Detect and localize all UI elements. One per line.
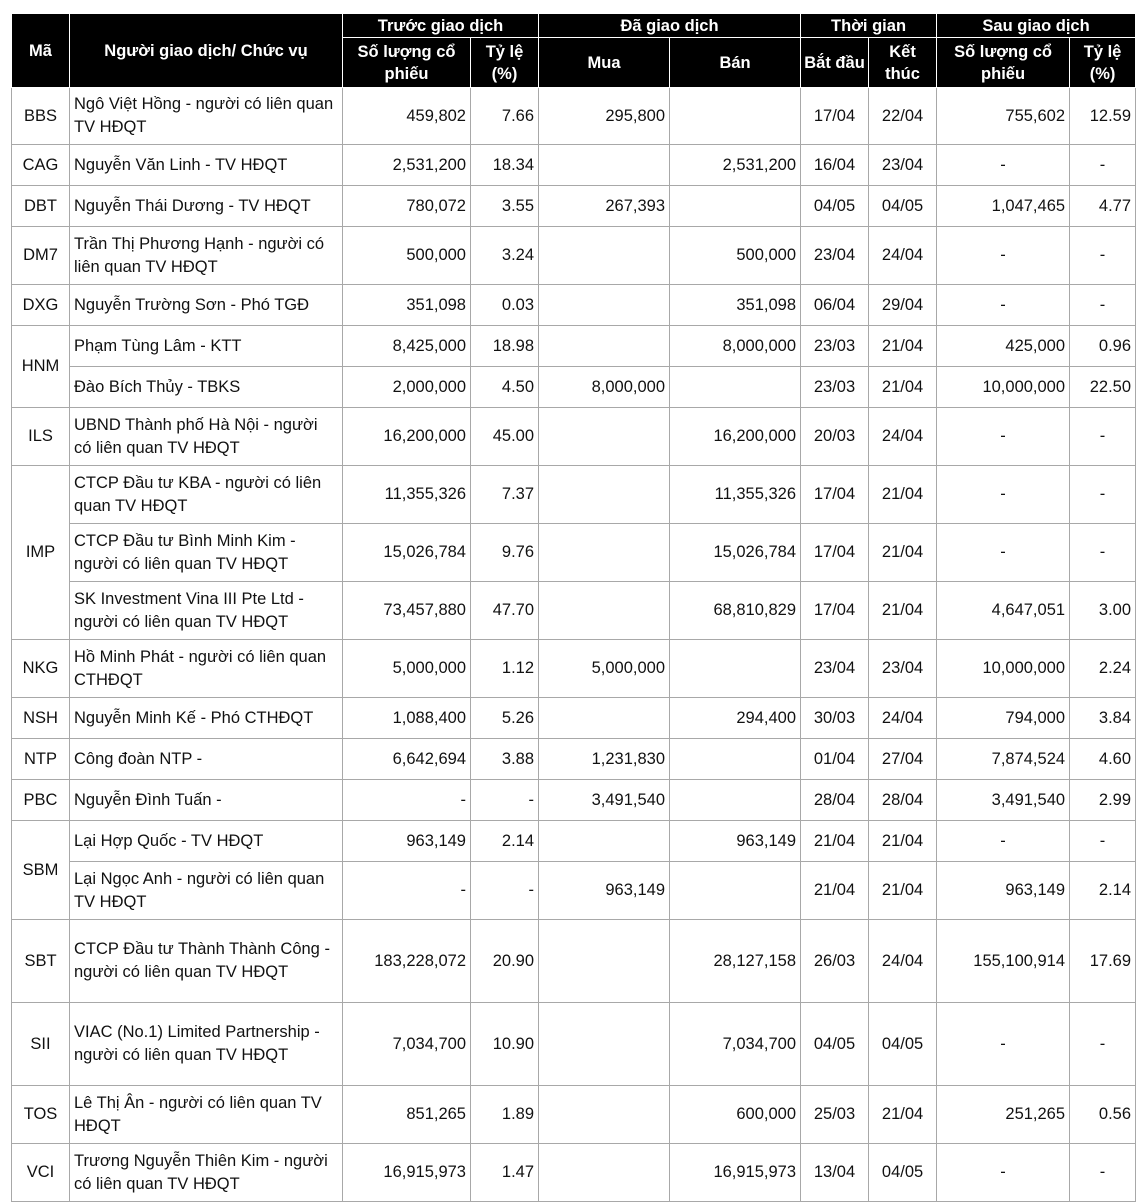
trader-name-cell: CTCP Đầu tư Thành Thành Công - người có liên quan TV HĐQT bbox=[70, 920, 343, 1003]
start-date-cell: 26/03 bbox=[801, 920, 869, 1003]
before-quantity-cell: 780,072 bbox=[343, 186, 471, 227]
table-row bbox=[12, 862, 1136, 920]
buy-quantity-cell bbox=[539, 326, 670, 367]
header-nguoi-giao-dich: Người giao dịch/ Chức vụ bbox=[70, 14, 343, 88]
buy-quantity-cell bbox=[539, 524, 670, 582]
end-date-cell: 21/04 bbox=[869, 1086, 937, 1144]
end-date-cell: 28/04 bbox=[869, 780, 937, 821]
trader-name-cell: SK Investment Vina III Pte Ltd - người có liên quan TV HĐQT bbox=[70, 582, 343, 640]
after-quantity-cell: - bbox=[937, 408, 1070, 466]
ticker-code-cell: DBT bbox=[12, 186, 70, 227]
after-quantity-cell: 4,647,051 bbox=[937, 582, 1070, 640]
sell-quantity-cell bbox=[670, 88, 801, 145]
end-date-cell: 24/04 bbox=[869, 920, 937, 1003]
table-row bbox=[12, 227, 1136, 285]
after-percent-cell: 12.59 bbox=[1070, 88, 1136, 145]
after-percent-cell: - bbox=[1070, 466, 1136, 524]
before-percent-cell: 9.76 bbox=[471, 524, 539, 582]
after-percent-cell: - bbox=[1070, 408, 1136, 466]
after-quantity-cell: - bbox=[937, 1144, 1070, 1202]
buy-quantity-cell bbox=[539, 582, 670, 640]
before-quantity-cell: 73,457,880 bbox=[343, 582, 471, 640]
ticker-code-cell: NKG bbox=[12, 640, 70, 698]
after-percent-cell: - bbox=[1070, 1144, 1136, 1202]
table-row bbox=[12, 145, 1136, 186]
after-quantity-cell: - bbox=[937, 821, 1070, 862]
table-row bbox=[12, 640, 1136, 698]
after-percent-cell: - bbox=[1070, 1003, 1136, 1086]
trader-name-cell: UBND Thành phố Hà Nội - người có liên quan TV HĐQT bbox=[70, 408, 343, 466]
ticker-code-cell: DM7 bbox=[12, 227, 70, 285]
buy-quantity-cell: 3,491,540 bbox=[539, 780, 670, 821]
table-row bbox=[12, 1086, 1136, 1144]
ticker-code-cell: TOS bbox=[12, 1086, 70, 1144]
before-percent-cell: - bbox=[471, 780, 539, 821]
sell-quantity-cell: 2,531,200 bbox=[670, 145, 801, 186]
sell-quantity-cell: 500,000 bbox=[670, 227, 801, 285]
after-quantity-cell: - bbox=[937, 285, 1070, 326]
start-date-cell: 21/04 bbox=[801, 862, 869, 920]
before-percent-cell: 2.14 bbox=[471, 821, 539, 862]
start-date-cell: 13/04 bbox=[801, 1144, 869, 1202]
trader-name-cell: Nguyễn Đình Tuấn - bbox=[70, 780, 343, 821]
trader-name-cell: Lại Hợp Quốc - TV HĐQT bbox=[70, 821, 343, 862]
trader-name-cell: Lại Ngọc Anh - người có liên quan TV HĐQT bbox=[70, 862, 343, 920]
table-row bbox=[12, 739, 1136, 780]
header-so-luong-sau: Số lượng cổ phiếu bbox=[937, 38, 1070, 88]
sell-quantity-cell: 68,810,829 bbox=[670, 582, 801, 640]
header-sau-giao-dich: Sau giao dịch bbox=[937, 14, 1136, 38]
before-quantity-cell: 16,200,000 bbox=[343, 408, 471, 466]
buy-quantity-cell bbox=[539, 408, 670, 466]
before-percent-cell: 1.89 bbox=[471, 1086, 539, 1144]
ticker-code-cell: SII bbox=[12, 1003, 70, 1086]
sell-quantity-cell: 8,000,000 bbox=[670, 326, 801, 367]
header-truoc-giao-dich: Trước giao dịch bbox=[343, 14, 539, 38]
start-date-cell: 30/03 bbox=[801, 698, 869, 739]
header-so-luong-truoc: Số lượng cổ phiếu bbox=[343, 38, 471, 88]
trader-name-cell: Hồ Minh Phát - người có liên quan CTHĐQT bbox=[70, 640, 343, 698]
ticker-code-cell: SBM bbox=[12, 821, 70, 920]
after-quantity-cell: 7,874,524 bbox=[937, 739, 1070, 780]
end-date-cell: 23/04 bbox=[869, 640, 937, 698]
after-percent-cell: 4.60 bbox=[1070, 739, 1136, 780]
before-percent-cell: - bbox=[471, 862, 539, 920]
after-quantity-cell: - bbox=[937, 1003, 1070, 1086]
trader-name-cell: CTCP Đầu tư Bình Minh Kim - người có liên quan TV HĐQT bbox=[70, 524, 343, 582]
before-percent-cell: 18.34 bbox=[471, 145, 539, 186]
sell-quantity-cell: 7,034,700 bbox=[670, 1003, 801, 1086]
start-date-cell: 23/04 bbox=[801, 640, 869, 698]
before-percent-cell: 1.12 bbox=[471, 640, 539, 698]
buy-quantity-cell bbox=[539, 698, 670, 739]
insider-trading-table-container bbox=[11, 13, 1136, 1202]
buy-quantity-cell: 1,231,830 bbox=[539, 739, 670, 780]
buy-quantity-cell bbox=[539, 145, 670, 186]
sell-quantity-cell bbox=[670, 367, 801, 408]
start-date-cell: 04/05 bbox=[801, 1003, 869, 1086]
after-percent-cell: - bbox=[1070, 524, 1136, 582]
end-date-cell: 24/04 bbox=[869, 227, 937, 285]
sell-quantity-cell: 28,127,158 bbox=[670, 920, 801, 1003]
trader-name-cell: Trương Nguyễn Thiên Kim - người có liên quan TV HĐQT bbox=[70, 1144, 343, 1202]
buy-quantity-cell: 295,800 bbox=[539, 88, 670, 145]
trader-name-cell: Đào Bích Thủy - TBKS bbox=[70, 367, 343, 408]
after-percent-cell: 0.96 bbox=[1070, 326, 1136, 367]
table-row bbox=[12, 582, 1136, 640]
end-date-cell: 21/04 bbox=[869, 821, 937, 862]
end-date-cell: 04/05 bbox=[869, 1003, 937, 1086]
after-percent-cell: - bbox=[1070, 821, 1136, 862]
before-quantity-cell: 963,149 bbox=[343, 821, 471, 862]
buy-quantity-cell bbox=[539, 1086, 670, 1144]
before-percent-cell: 20.90 bbox=[471, 920, 539, 1003]
buy-quantity-cell: 8,000,000 bbox=[539, 367, 670, 408]
trader-name-cell: Nguyễn Thái Dương - TV HĐQT bbox=[70, 186, 343, 227]
end-date-cell: 24/04 bbox=[869, 408, 937, 466]
buy-quantity-cell: 5,000,000 bbox=[539, 640, 670, 698]
start-date-cell: 17/04 bbox=[801, 88, 869, 145]
start-date-cell: 17/04 bbox=[801, 582, 869, 640]
buy-quantity-cell bbox=[539, 1144, 670, 1202]
after-percent-cell: - bbox=[1070, 227, 1136, 285]
table-row bbox=[12, 186, 1136, 227]
ticker-code-cell: VCI bbox=[12, 1144, 70, 1202]
start-date-cell: 21/04 bbox=[801, 821, 869, 862]
table-row bbox=[12, 367, 1136, 408]
start-date-cell: 17/04 bbox=[801, 466, 869, 524]
after-quantity-cell: 10,000,000 bbox=[937, 640, 1070, 698]
sell-quantity-cell bbox=[670, 862, 801, 920]
start-date-cell: 16/04 bbox=[801, 145, 869, 186]
buy-quantity-cell bbox=[539, 920, 670, 1003]
sell-quantity-cell: 15,026,784 bbox=[670, 524, 801, 582]
after-percent-cell: 17.69 bbox=[1070, 920, 1136, 1003]
before-quantity-cell: 351,098 bbox=[343, 285, 471, 326]
before-quantity-cell: 11,355,326 bbox=[343, 466, 471, 524]
table-row bbox=[12, 88, 1136, 145]
after-percent-cell: 4.77 bbox=[1070, 186, 1136, 227]
ticker-code-cell: BBS bbox=[12, 88, 70, 145]
buy-quantity-cell: 267,393 bbox=[539, 186, 670, 227]
before-percent-cell: 7.37 bbox=[471, 466, 539, 524]
table-row bbox=[12, 524, 1136, 582]
before-quantity-cell: 183,228,072 bbox=[343, 920, 471, 1003]
end-date-cell: 21/04 bbox=[869, 466, 937, 524]
table-row bbox=[12, 285, 1136, 326]
sell-quantity-cell: 16,915,973 bbox=[670, 1144, 801, 1202]
start-date-cell: 17/04 bbox=[801, 524, 869, 582]
header-ty-le-sau: Tỷ lệ (%) bbox=[1070, 38, 1136, 88]
after-quantity-cell: 251,265 bbox=[937, 1086, 1070, 1144]
before-quantity-cell: 459,802 bbox=[343, 88, 471, 145]
table-row bbox=[12, 326, 1136, 367]
sell-quantity-cell bbox=[670, 780, 801, 821]
after-quantity-cell: 3,491,540 bbox=[937, 780, 1070, 821]
before-quantity-cell: 8,425,000 bbox=[343, 326, 471, 367]
after-quantity-cell: 10,000,000 bbox=[937, 367, 1070, 408]
ticker-code-cell: SBT bbox=[12, 920, 70, 1003]
buy-quantity-cell bbox=[539, 1003, 670, 1086]
before-percent-cell: 47.70 bbox=[471, 582, 539, 640]
after-quantity-cell: - bbox=[937, 466, 1070, 524]
header-ket-thuc: Kết thúc bbox=[869, 38, 937, 88]
before-quantity-cell: 851,265 bbox=[343, 1086, 471, 1144]
header-ma: Mã bbox=[12, 14, 70, 88]
before-percent-cell: 45.00 bbox=[471, 408, 539, 466]
before-quantity-cell: - bbox=[343, 780, 471, 821]
ticker-code-cell: IMP bbox=[12, 466, 70, 640]
sell-quantity-cell: 351,098 bbox=[670, 285, 801, 326]
before-quantity-cell: 2,000,000 bbox=[343, 367, 471, 408]
before-percent-cell: 3.24 bbox=[471, 227, 539, 285]
trader-name-cell: VIAC (No.1) Limited Partnership - người có liên quan TV HĐQT bbox=[70, 1003, 343, 1086]
ticker-code-cell: CAG bbox=[12, 145, 70, 186]
header-ban: Bán bbox=[670, 38, 801, 88]
end-date-cell: 04/05 bbox=[869, 186, 937, 227]
end-date-cell: 29/04 bbox=[869, 285, 937, 326]
after-quantity-cell: - bbox=[937, 227, 1070, 285]
sell-quantity-cell bbox=[670, 186, 801, 227]
before-quantity-cell: 15,026,784 bbox=[343, 524, 471, 582]
table-row bbox=[12, 1144, 1136, 1202]
header-thoi-gian: Thời gian bbox=[801, 14, 937, 38]
end-date-cell: 21/04 bbox=[869, 367, 937, 408]
before-quantity-cell: 1,088,400 bbox=[343, 698, 471, 739]
sell-quantity-cell: 11,355,326 bbox=[670, 466, 801, 524]
ticker-code-cell: NSH bbox=[12, 698, 70, 739]
after-percent-cell: 22.50 bbox=[1070, 367, 1136, 408]
after-percent-cell: 2.99 bbox=[1070, 780, 1136, 821]
ticker-code-cell: HNM bbox=[12, 326, 70, 408]
before-percent-cell: 3.55 bbox=[471, 186, 539, 227]
after-percent-cell: - bbox=[1070, 285, 1136, 326]
before-percent-cell: 18.98 bbox=[471, 326, 539, 367]
sell-quantity-cell: 294,400 bbox=[670, 698, 801, 739]
after-quantity-cell: 755,602 bbox=[937, 88, 1070, 145]
before-percent-cell: 4.50 bbox=[471, 367, 539, 408]
end-date-cell: 04/05 bbox=[869, 1144, 937, 1202]
end-date-cell: 21/04 bbox=[869, 862, 937, 920]
sell-quantity-cell bbox=[670, 640, 801, 698]
after-quantity-cell: 425,000 bbox=[937, 326, 1070, 367]
before-percent-cell: 7.66 bbox=[471, 88, 539, 145]
end-date-cell: 21/04 bbox=[869, 582, 937, 640]
after-quantity-cell: - bbox=[937, 145, 1070, 186]
header-bat-dau: Bắt đầu bbox=[801, 38, 869, 88]
after-percent-cell: 2.24 bbox=[1070, 640, 1136, 698]
before-quantity-cell: - bbox=[343, 862, 471, 920]
start-date-cell: 23/03 bbox=[801, 326, 869, 367]
before-quantity-cell: 7,034,700 bbox=[343, 1003, 471, 1086]
table-header bbox=[12, 14, 1136, 88]
trader-name-cell: CTCP Đầu tư KBA - người có liên quan TV HĐQT bbox=[70, 466, 343, 524]
after-percent-cell: 3.00 bbox=[1070, 582, 1136, 640]
buy-quantity-cell bbox=[539, 466, 670, 524]
start-date-cell: 23/03 bbox=[801, 367, 869, 408]
buy-quantity-cell bbox=[539, 227, 670, 285]
trader-name-cell: Trần Thị Phương Hạnh - người có liên quan TV HĐQT bbox=[70, 227, 343, 285]
end-date-cell: 22/04 bbox=[869, 88, 937, 145]
after-quantity-cell: 155,100,914 bbox=[937, 920, 1070, 1003]
trader-name-cell: Nguyễn Trường Sơn - Phó TGĐ bbox=[70, 285, 343, 326]
trader-name-cell: Nguyễn Minh Kế - Phó CTHĐQT bbox=[70, 698, 343, 739]
start-date-cell: 06/04 bbox=[801, 285, 869, 326]
start-date-cell: 04/05 bbox=[801, 186, 869, 227]
table-row bbox=[12, 780, 1136, 821]
before-percent-cell: 3.88 bbox=[471, 739, 539, 780]
after-percent-cell: 3.84 bbox=[1070, 698, 1136, 739]
sell-quantity-cell: 16,200,000 bbox=[670, 408, 801, 466]
table-row bbox=[12, 920, 1136, 1003]
start-date-cell: 28/04 bbox=[801, 780, 869, 821]
before-quantity-cell: 6,642,694 bbox=[343, 739, 471, 780]
before-quantity-cell: 2,531,200 bbox=[343, 145, 471, 186]
end-date-cell: 21/04 bbox=[869, 326, 937, 367]
ticker-code-cell: ILS bbox=[12, 408, 70, 466]
after-quantity-cell: 1,047,465 bbox=[937, 186, 1070, 227]
after-quantity-cell: 794,000 bbox=[937, 698, 1070, 739]
trader-name-cell: Phạm Tùng Lâm - KTT bbox=[70, 326, 343, 367]
before-percent-cell: 10.90 bbox=[471, 1003, 539, 1086]
start-date-cell: 01/04 bbox=[801, 739, 869, 780]
ticker-code-cell: DXG bbox=[12, 285, 70, 326]
before-percent-cell: 1.47 bbox=[471, 1144, 539, 1202]
insider-trading-table bbox=[11, 13, 1136, 1202]
start-date-cell: 20/03 bbox=[801, 408, 869, 466]
header-ty-le-truoc: Tỷ lệ (%) bbox=[471, 38, 539, 88]
header-mua: Mua bbox=[539, 38, 670, 88]
after-percent-cell: 2.14 bbox=[1070, 862, 1136, 920]
start-date-cell: 23/04 bbox=[801, 227, 869, 285]
ticker-code-cell: NTP bbox=[12, 739, 70, 780]
after-quantity-cell: 963,149 bbox=[937, 862, 1070, 920]
before-quantity-cell: 500,000 bbox=[343, 227, 471, 285]
buy-quantity-cell: 963,149 bbox=[539, 862, 670, 920]
end-date-cell: 23/04 bbox=[869, 145, 937, 186]
trader-name-cell: Lê Thị Ân - người có liên quan TV HĐQT bbox=[70, 1086, 343, 1144]
table-body bbox=[12, 88, 1136, 1202]
sell-quantity-cell: 963,149 bbox=[670, 821, 801, 862]
before-quantity-cell: 5,000,000 bbox=[343, 640, 471, 698]
end-date-cell: 24/04 bbox=[869, 698, 937, 739]
after-percent-cell: 0.56 bbox=[1070, 1086, 1136, 1144]
table-row bbox=[12, 821, 1136, 862]
table-row bbox=[12, 698, 1136, 739]
after-percent-cell: - bbox=[1070, 145, 1136, 186]
before-percent-cell: 5.26 bbox=[471, 698, 539, 739]
sell-quantity-cell: 600,000 bbox=[670, 1086, 801, 1144]
before-percent-cell: 0.03 bbox=[471, 285, 539, 326]
start-date-cell: 25/03 bbox=[801, 1086, 869, 1144]
trader-name-cell: Công đoàn NTP - bbox=[70, 739, 343, 780]
after-quantity-cell: - bbox=[937, 524, 1070, 582]
ticker-code-cell: PBC bbox=[12, 780, 70, 821]
end-date-cell: 27/04 bbox=[869, 739, 937, 780]
buy-quantity-cell bbox=[539, 285, 670, 326]
trader-name-cell: Ngô Việt Hồng - người có liên quan TV HĐQT bbox=[70, 88, 343, 145]
trader-name-cell: Nguyễn Văn Linh - TV HĐQT bbox=[70, 145, 343, 186]
header-da-giao-dich: Đã giao dịch bbox=[539, 14, 801, 38]
sell-quantity-cell bbox=[670, 739, 801, 780]
table-row bbox=[12, 466, 1136, 524]
table-row bbox=[12, 408, 1136, 466]
table-row bbox=[12, 1003, 1136, 1086]
end-date-cell: 21/04 bbox=[869, 524, 937, 582]
before-quantity-cell: 16,915,973 bbox=[343, 1144, 471, 1202]
buy-quantity-cell bbox=[539, 821, 670, 862]
